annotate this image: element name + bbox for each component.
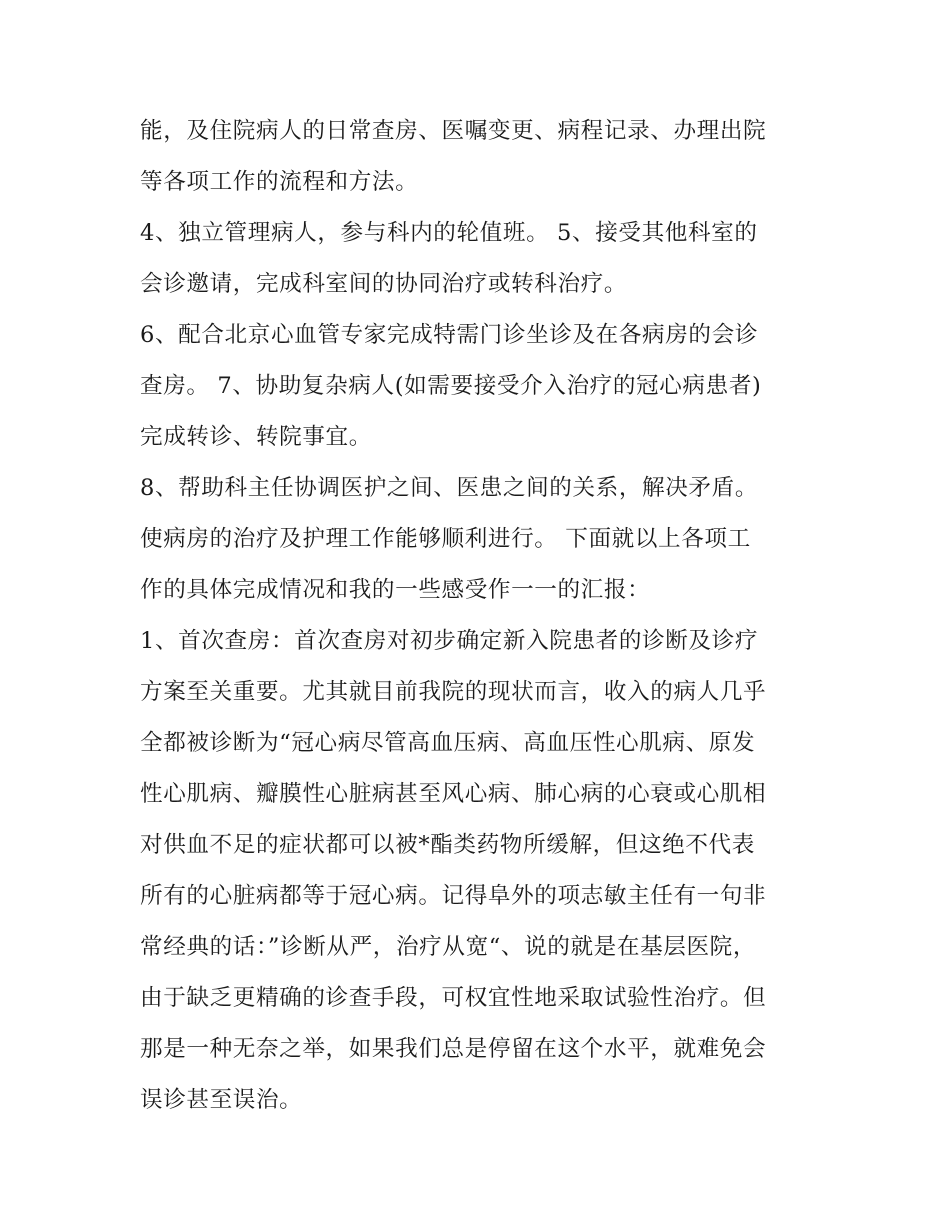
text-line: 查房。 7、协助复杂病人(如需要接受介入治疗的冠心病患者) bbox=[140, 373, 762, 399]
text-line: 误诊甚至误治。 bbox=[140, 1087, 303, 1113]
text-line: 会诊邀请，完成科室间的协同治疗或转科治疗。 bbox=[140, 271, 628, 297]
text-line: 完成转诊、转院事宜。 bbox=[140, 424, 372, 450]
text-line: 全都被诊断为“冠心病尽管高血压病、高血压性心肌病、原发 bbox=[140, 730, 756, 756]
text-line: 能，及住院病人的日常查房、医嘱变更、病程记录、办理出院 bbox=[140, 118, 767, 144]
text-line: 等各项工作的流程和方法。 bbox=[140, 169, 419, 195]
text-line: 作的具体完成情况和我的一些感受作一一的汇报： bbox=[140, 577, 651, 603]
text-line: 方案至关重要。尤其就目前我院的现状而言，收入的病人几乎 bbox=[140, 679, 767, 705]
text-line: 6、配合北京心血管专家完成特需门诊坐诊及在各病房的会诊 bbox=[140, 322, 759, 348]
text-line: 1、首次查房：首次查房对初步确定新入院患者的诊断及诊疗 bbox=[140, 628, 759, 654]
text-line: 性心肌病、瓣膜性心脏病甚至风心病、肺心病的心衰或心肌相 bbox=[140, 781, 767, 807]
body-text bbox=[140, 106, 830, 1126]
text-line: 使病房的治疗及护理工作能够顺利进行。 下面就以上各项工 bbox=[140, 526, 751, 552]
text-line: 那是一种无奈之举，如果我们总是停留在这个水平，就难免会 bbox=[140, 1036, 767, 1062]
text-line: 常经典的话：”诊断从严，治疗从宽“、说的就是在基层医院， bbox=[140, 934, 757, 960]
text-line: 所有的心脏病都等于冠心病。记得阜外的项志敏主任有一句非 bbox=[140, 883, 767, 909]
text-line: 由于缺乏更精确的诊查手段，可权宜性地采取试验性治疗。但 bbox=[140, 985, 767, 1011]
text-line: 4、独立管理病人，参与科内的轮值班。 5、接受其他科室的 bbox=[140, 220, 758, 246]
text-line: 对供血不足的症状都可以被*酯类药物所缓解，但这绝不代表 bbox=[140, 832, 755, 858]
text-line: 8、帮助科主任协调医护之间、医患之间的关系，解决矛盾。 bbox=[140, 475, 759, 501]
